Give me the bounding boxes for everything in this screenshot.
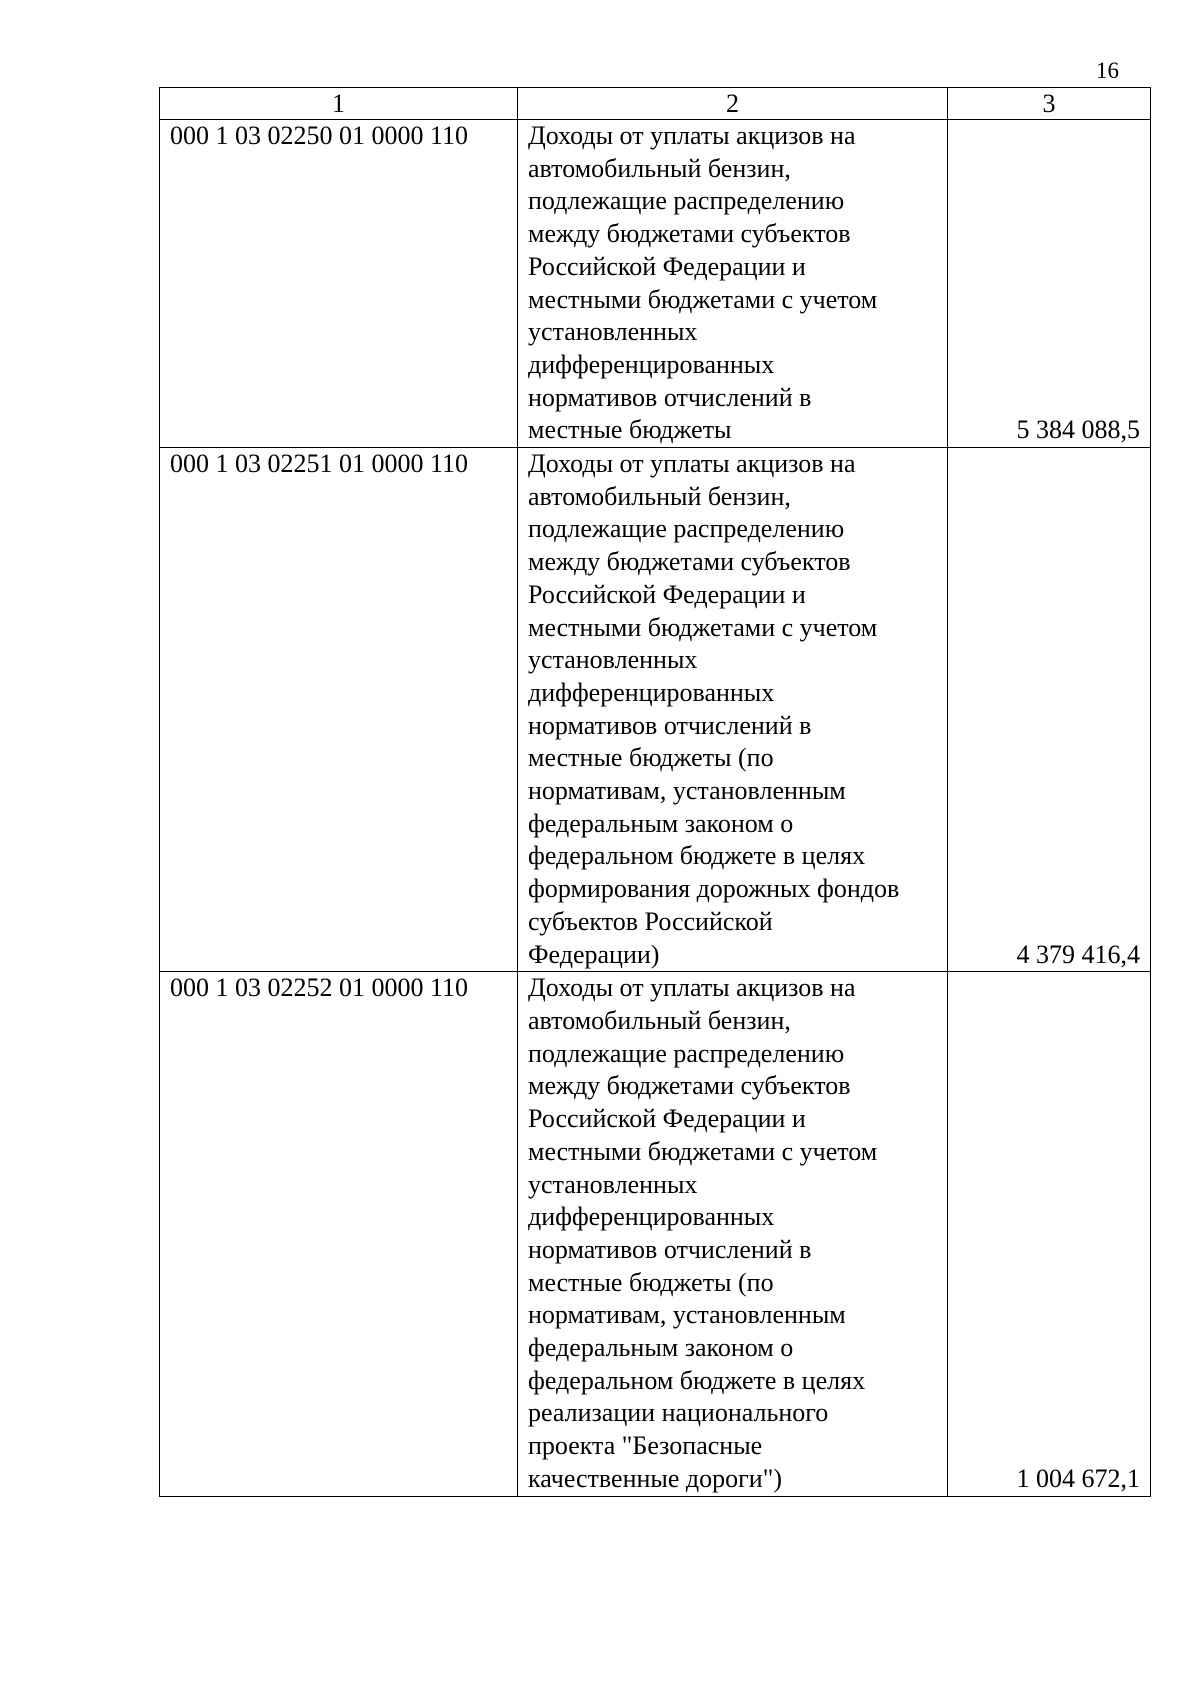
revenue-name-line: Доходы от уплаты акцизов на — [528, 449, 856, 479]
revenue-name-line: Российской Федерации и — [528, 251, 806, 281]
classification-code: 000 1 03 02250 01 0000 110 — [160, 120, 518, 448]
revenue-name-line: Доходы от уплаты акцизов на — [528, 121, 856, 150]
revenue-name-line: подлежащие распределению — [528, 1038, 845, 1068]
revenue-name-line: автомобильный бензин, — [528, 1005, 791, 1035]
revenue-name-line: дифференцированных — [528, 349, 775, 379]
revenue-name-line: формирования дорожных фондов — [528, 874, 900, 904]
classification-code: 000 1 03 02252 01 0000 110 — [160, 972, 518, 1496]
amount-value: 1 004 672,1 — [948, 972, 1151, 1496]
revenue-name-line: между бюджетами субъектов — [528, 219, 851, 249]
revenue-name-line: нормативов отчислений в — [528, 382, 812, 412]
revenue-name-line: нормативов отчислений в — [528, 1234, 812, 1264]
revenue-name-line: местные бюджеты (по — [528, 1267, 774, 1297]
revenue-name-line: нормативам, установленным — [528, 776, 846, 806]
revenue-name-line: местные бюджеты (по — [528, 743, 774, 773]
revenue-name-line: субъектов Российской — [528, 906, 773, 936]
revenue-name-line: автомобильный бензин, — [528, 153, 791, 183]
amount-value: 4 379 416,4 — [948, 448, 1151, 972]
revenue-name-line: подлежащие распределению — [528, 186, 845, 216]
revenue-name-line: местными бюджетами с учетом — [528, 284, 878, 314]
revenue-name-line: Федерации) — [528, 939, 660, 969]
revenue-name-line: Доходы от уплаты акцизов на — [528, 973, 856, 1003]
revenue-name-line: подлежащие распределению — [528, 514, 845, 544]
revenue-name — [518, 120, 948, 448]
table-header-row — [160, 88, 1151, 120]
revenue-name-line: между бюджетами субъектов — [528, 547, 851, 577]
revenue-name-line: качественные дороги") — [528, 1463, 782, 1493]
column-header-2: 2 — [518, 88, 948, 120]
table-row — [160, 120, 1151, 448]
table-row — [160, 448, 1151, 972]
revenue-name-line: федеральным законом о — [528, 1333, 794, 1363]
amount-value: 5 384 088,5 — [948, 120, 1151, 448]
revenue-name — [518, 448, 948, 972]
revenue-name-line: Российской Федерации и — [528, 1104, 806, 1134]
revenue-name-line: федеральным законом о — [528, 808, 794, 838]
revenue-name-line: реализации национального — [528, 1398, 829, 1428]
revenue-name-line: дифференцированных — [528, 677, 775, 707]
revenue-table — [159, 87, 1151, 1497]
revenue-name-line: установленных — [528, 645, 698, 675]
revenue-name-line: Российской Федерации и — [528, 579, 806, 609]
classification-code: 000 1 03 02251 01 0000 110 — [160, 448, 518, 972]
table-row — [160, 972, 1151, 1496]
revenue-name-line: нормативам, установленным — [528, 1300, 846, 1330]
page-number: 16 — [1096, 58, 1119, 83]
revenue-name-line: дифференцированных — [528, 1202, 775, 1232]
column-header-3: 3 — [948, 88, 1151, 120]
revenue-name-line: установленных — [528, 1169, 698, 1199]
revenue-name-line: местными бюджетами с учетом — [528, 1136, 878, 1166]
revenue-name-line: федеральном бюджете в целях — [528, 1365, 866, 1395]
column-header-1: 1 — [160, 88, 518, 120]
revenue-name-line: местные бюджеты — [528, 415, 732, 445]
revenue-name-line: федеральном бюджете в целях — [528, 841, 866, 871]
revenue-name-line: автомобильный бензин, — [528, 481, 791, 511]
revenue-name-line: проекта "Безопасные — [528, 1431, 763, 1461]
revenue-name-line: нормативов отчислений в — [528, 710, 812, 740]
revenue-name-line: между бюджетами субъектов — [528, 1071, 851, 1101]
revenue-name-line: местными бюджетами с учетом — [528, 612, 878, 642]
revenue-name-line: установленных — [528, 317, 698, 347]
revenue-name — [518, 972, 948, 1496]
